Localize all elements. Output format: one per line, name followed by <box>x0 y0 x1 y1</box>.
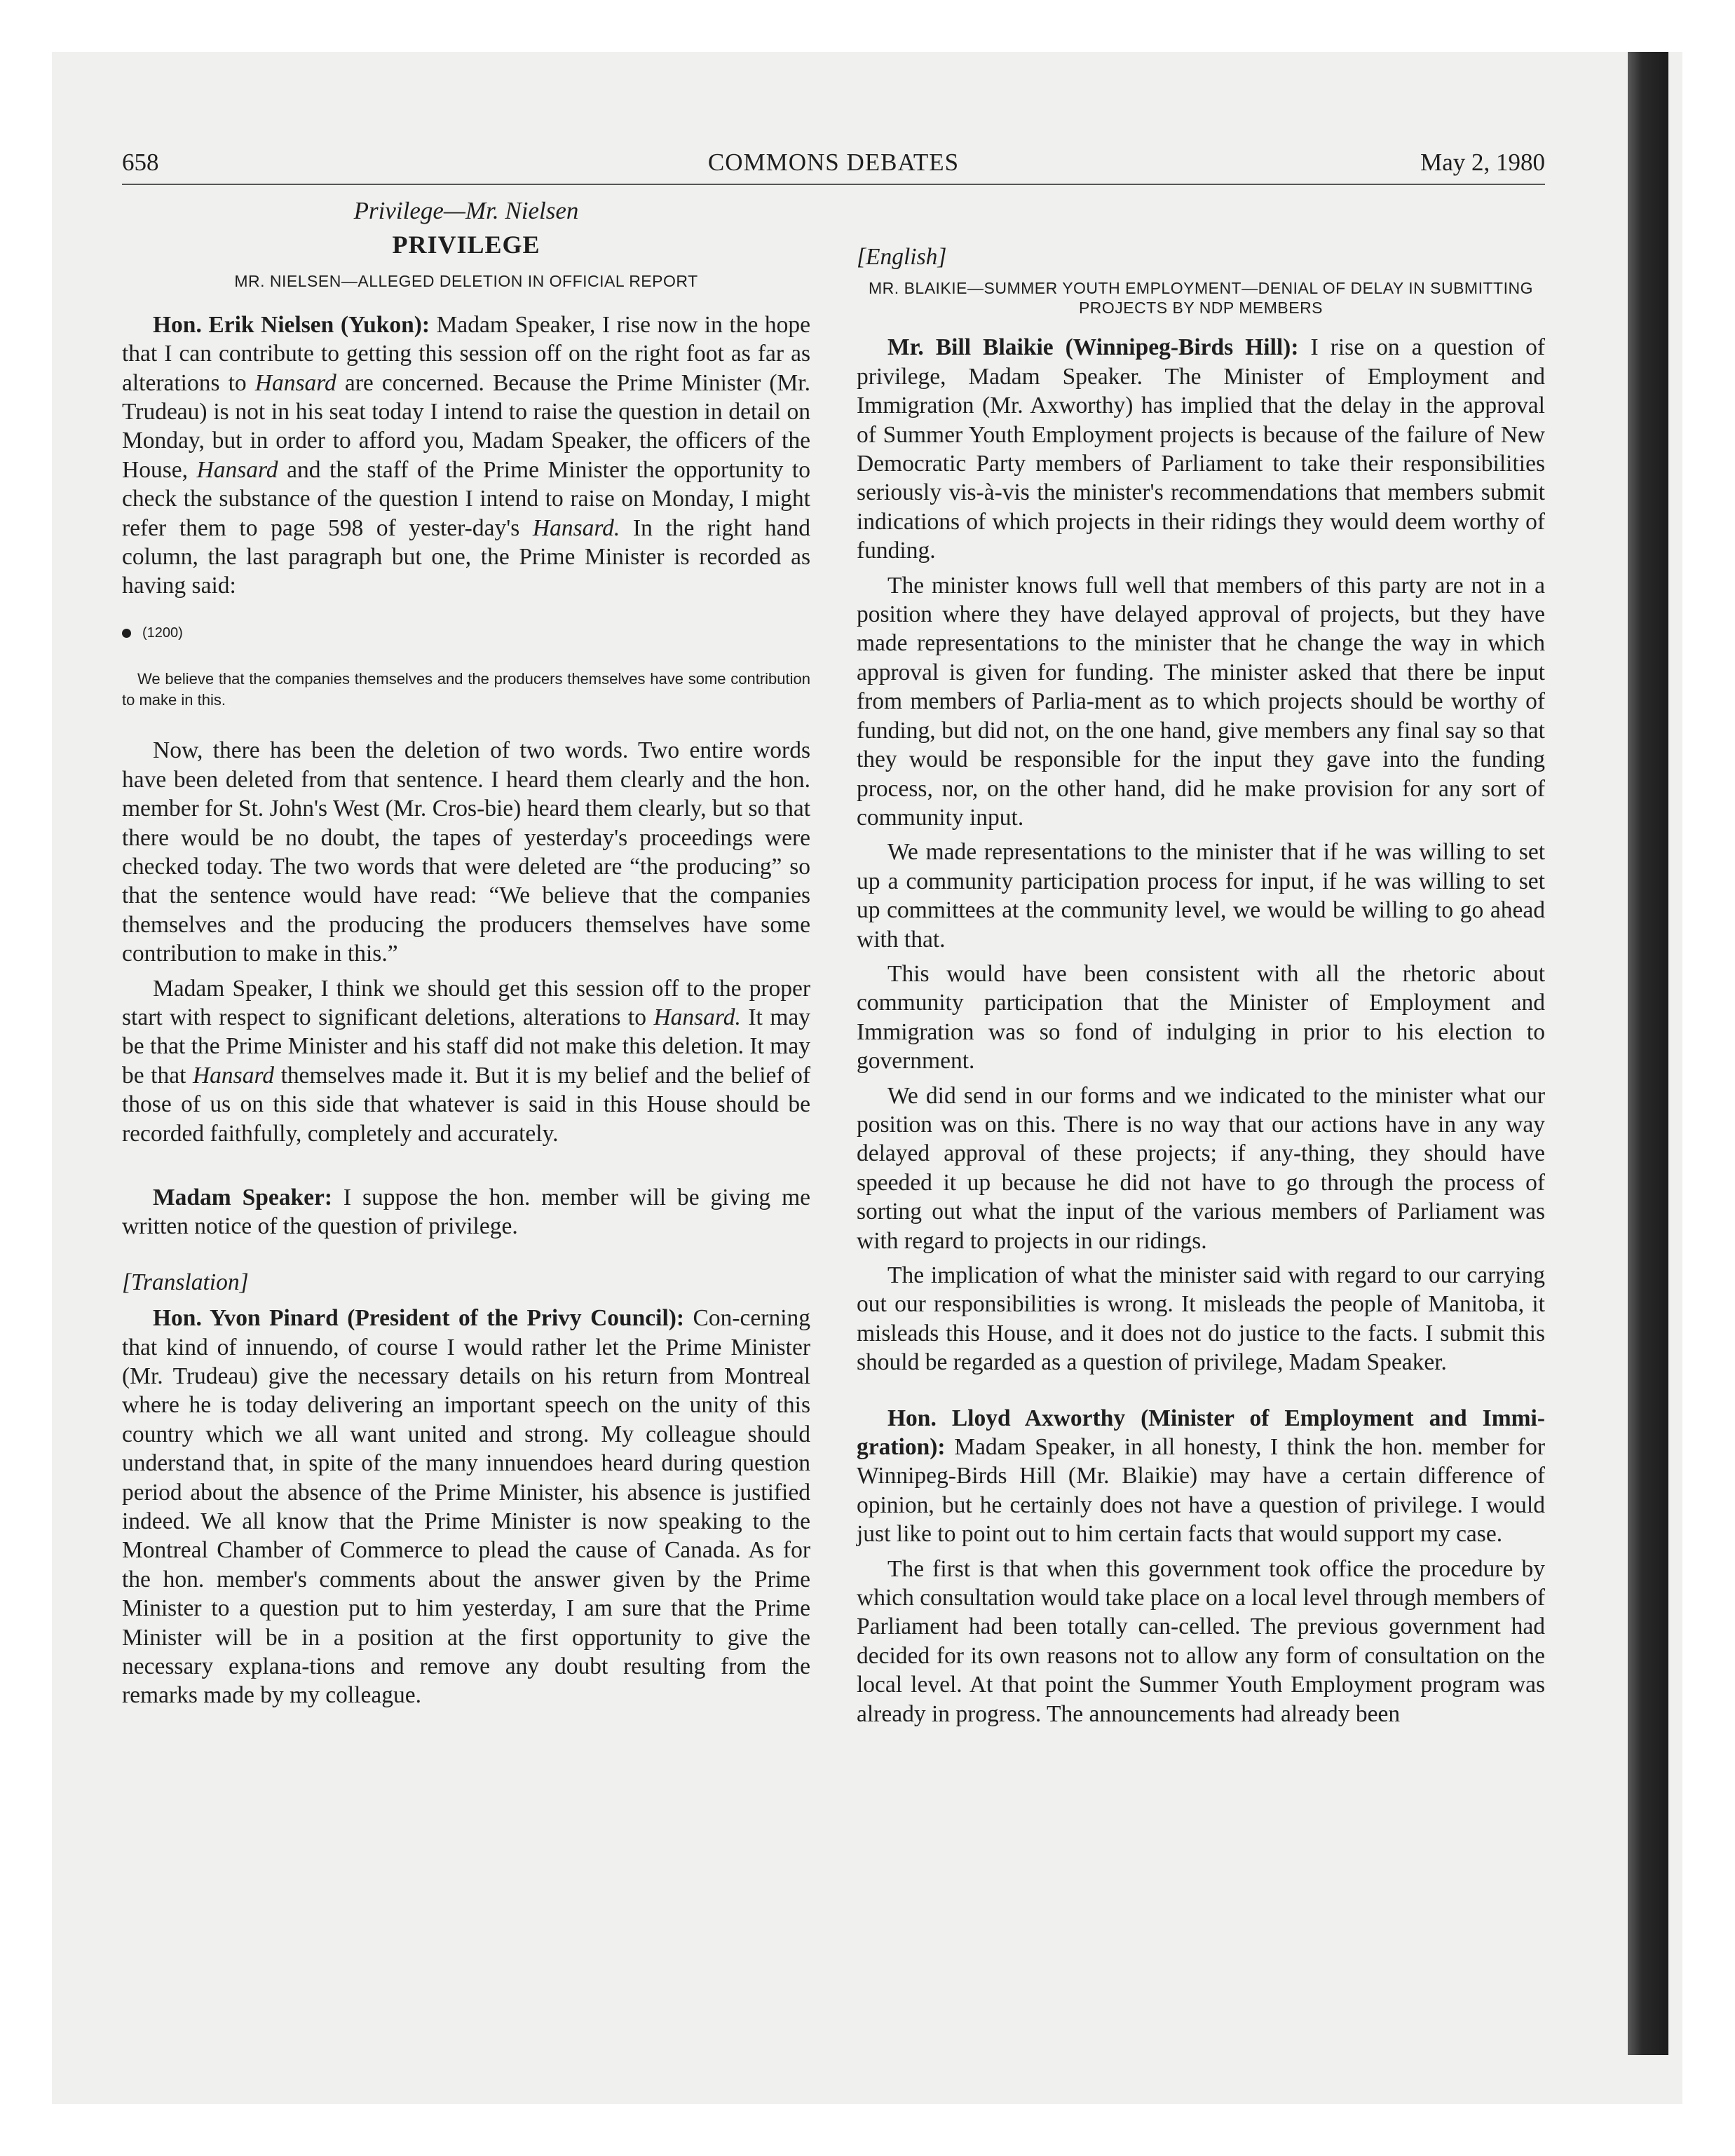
time-marker <box>122 619 810 648</box>
speech-paragraph <box>857 333 1545 565</box>
speech-text: Madam Speaker, in all honesty, I think the hon. member for Winnipeg-Birds Hill (Mr. Blaikie) may have a certain difference of opinion, but he certainly does not have a question of privilege. I would just like to point out to him certain facts that would support my case. <box>857 1434 1545 1548</box>
italic-term: Hansard. <box>532 514 620 541</box>
item-subheading: MR. NIELSEN—ALLEGED DELETION IN OFFICIAL REPORT <box>234 271 698 290</box>
speech-paragraph: This would have been consistent with all the rhetoric about community participation that the Minister of Employment and Immigration was so fond of indulging in prior to his election to government. <box>857 960 1545 1074</box>
speech-paragraph <box>857 1404 1545 1549</box>
speech-paragraph: We did send in our forms and we indicated to the minister what our position was on this. There is no way that our actions have in any way delayed approval of these projects; if any-thing, they should have speeded it up because he did not have to go through the process of sorting out what the input of the various members of Parliament was with regard to projects in our ridings. <box>857 1082 1545 1254</box>
page-number: 658 <box>122 149 159 176</box>
right-column <box>857 196 1545 1728</box>
speech-paragraph: Now, there has been the deletion of two words. Two entire words have been deleted from that sentence. I heard them clearly and the hon. member for St. John's West (Mr. Cros-bie) heard them clearly, but so that there would be no doubt, the tapes of yesterday's proceedings were checked today. The two words that were deleted are “the producing” so that the sentence would have read: “We believe that the companies themselves and the producing the producers themselves have some contribution to make in this.” <box>122 737 810 967</box>
speech-text: themselves made it. But it is my belief and the belief of those of us on this side that whatever is said in this House should be recorded faithfully, completely and accurately. <box>122 1062 810 1147</box>
left-column <box>122 196 810 1710</box>
quoted-passage: We believe that the companies themselves and the producers themselves have some contribution to make in this. <box>122 670 810 709</box>
speaker-name: Hon. Yvon Pinard (President of the Privy Council): <box>153 1305 685 1332</box>
speech-text: I rise on a question of privilege, Madam Speaker. The Minister of Employment and Immigration (Mr. Axworthy) has implied that the delay in the approval of Summer Youth Employment projects is because of the failure of New Democratic Party members of Parliament to take their responsibilities seriously vis-à-vis the minister's recommendations that members submit indications of which projects in their ridings they would deem worthy of funding. <box>857 334 1545 564</box>
publication-title: COMMONS DEBATES <box>707 149 960 176</box>
item-subheading: MR. BLAIKIE—SUMMER YOUTH EMPLOYMENT—DENIAL OF DELAY IN SUBMITTING PROJECTS BY NDP MEMBERS <box>869 279 1533 318</box>
speech-paragraph: We made representations to the minister that if he was willing to set up a community participation process for input, if he was willing to set up committees at the community level, we would be willing to go ahead with that. <box>857 839 1545 953</box>
speech-text: In the right hand column, the last paragraph but one, the Prime Minister is recorded as having said: <box>122 514 810 599</box>
speaker-name: Hon. Lloyd Axworthy (Minister of Employment and Immi-gration): <box>857 1405 1545 1461</box>
speaker-name: Mr. Bill Blaikie (Winnipeg-Birds Hill): <box>887 334 1299 361</box>
language-tag: [Translation] <box>122 1269 249 1295</box>
speech-paragraph <box>122 1304 810 1710</box>
italic-term: Hansard <box>254 369 336 396</box>
speech-text: I suppose the hon. member will be giving me written notice of the question of privilege. <box>122 1184 811 1240</box>
speech-paragraph: The first is that when this government took office the procedure by which consultation would take place on a local level through members of Parliament had been totally can-celled. The previous government had decided for its own reasons not to allow any form of consultation on the local level. At that point the Summer Youth Employment program was already in progress. The announcements had already been <box>857 1555 1545 1727</box>
italic-term: Hansard <box>196 456 278 483</box>
speaker-name: Hon. Erik Nielsen (Yukon): <box>153 311 430 338</box>
speech-text: and the staff of the Prime Minister the opportunity to check the substance of the question I intend to raise on Monday, I might refer them to page 598 of yester-day's <box>122 456 810 541</box>
italic-term: Hansard <box>192 1062 275 1089</box>
speech-paragraph <box>122 974 810 1148</box>
speech-text: It may be that the Prime Minister and his staff did not make this deletion. It may be that <box>122 1004 810 1089</box>
speech-paragraph <box>122 311 810 601</box>
subject-heading: Privilege—Mr. Nielsen <box>353 197 579 224</box>
speaker-name: Madam Speaker: <box>153 1184 332 1210</box>
speech-text: are concerned. Because the Prime Minister (Mr. Trudeau) is not in his seat today I intend to raise the question in detail on Monday, but in order to afford you, Madam Speaker, the officers of the House, <box>122 369 810 483</box>
speech-text: Madam Speaker, I rise now in the hope that I can contribute to getting this session off on the right foot as far as alterations to <box>122 311 810 396</box>
speech-text: Con-cerning that kind of innuendo, of course I would rather let the Prime Minister (Mr. Trudeau) give the necessary details on his return from Montreal where he is today delivering an important speech on the unity of this country which we all want united and strong. My colleague should understand that, in spite of the many innuendoes heard during question period about the absence of the Prime Minister, his absence is justified indeed. We all know that the Prime Minister is now speaking to the Montreal Chamber of Commerce to plead the cause of Canada. As for the hon. member's comments about the answer given by the Prime Minister to a question put to him yesterday, I am sure that the Prime Minister will be in a position at the first opportunity to give the necessary explana-tions and remove any doubt resulting from the remarks made by my colleague. <box>122 1305 810 1709</box>
speech-paragraph: The minister knows full well that members of this party are not in a position where they have delayed approval of projects, but they have made representations to the minister that he change the way in which approval is given for funding. The minister asked that there be input from members of Parlia-ment as to which projects should be worthy of funding, but did not, on the one hand, give members any final say so that they would be responsible for the input they gave into the funding process, nor, on the other hand, did he make provision for any sort of community input. <box>857 572 1545 831</box>
section-title: PRIVILEGE <box>392 231 540 259</box>
speech-paragraph <box>122 1183 810 1241</box>
scan-edge-shadow <box>1628 52 1668 2055</box>
bullet-icon <box>122 629 131 638</box>
italic-term: Hansard. <box>653 1004 741 1030</box>
page-header <box>122 149 1545 185</box>
speech-paragraph: The implication of what the minister said with regard to our carrying out our responsibilities is wrong. It misleads the people of Manitoba, it misleads this House, and it does not do justice to the facts. I submit this should be regarded as a question of privilege, Madam Speaker. <box>857 1262 1545 1376</box>
sitting-date: May 2, 1980 <box>1420 149 1545 176</box>
time-marker-text: (1200) <box>142 625 183 641</box>
speech-text: Madam Speaker, I think we should get this session off to the proper start with respect to significant deletions, alterations to <box>122 975 810 1030</box>
language-tag: [English] <box>857 244 947 270</box>
